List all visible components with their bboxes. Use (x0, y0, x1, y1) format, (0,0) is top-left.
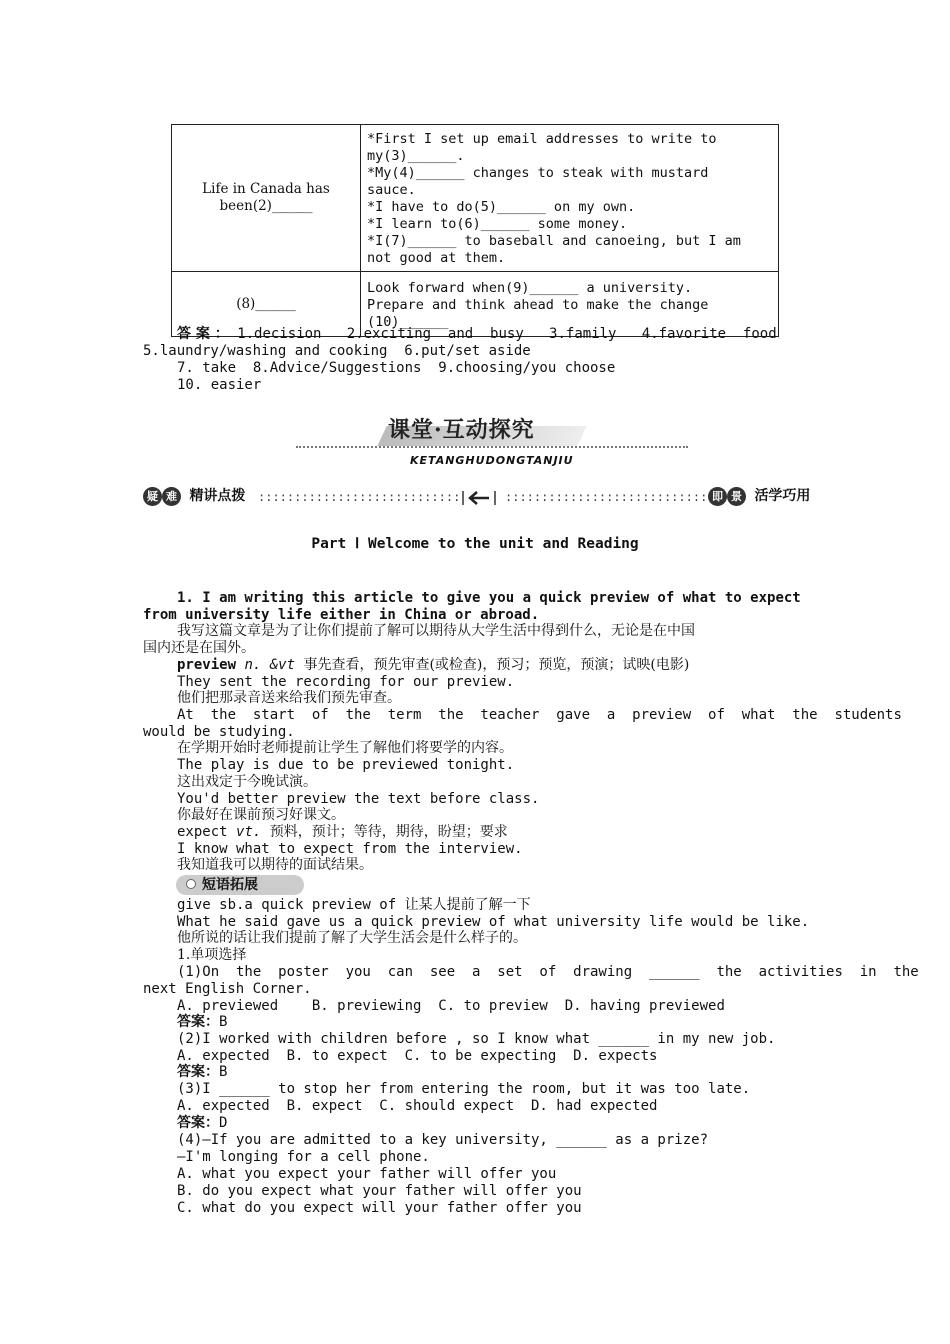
exercise-header: 1.单项选择 (177, 947, 247, 963)
example-5: I know what to expect from the interview. (177, 841, 523, 857)
summary-table (171, 124, 779, 337)
question-1-answer (177, 1014, 841, 1031)
answers-line-4: 10. easier (177, 377, 262, 393)
nav-dots-right: :::::::::::::::::::::::::::: (505, 490, 708, 504)
preview-pos: n. &vt (244, 657, 296, 673)
example-5-translation: 我知道我可以期待的面试结果。 (177, 857, 373, 873)
question-4-option-b: B. do you expect what your father will offer you (177, 1183, 582, 1199)
example-6-translation: 他所说的话让我们提前了解了大学生活会是什么样子的。 (177, 930, 527, 946)
expect-word: expect (177, 824, 228, 840)
question-2: (2)I worked with children before , so I know what ______ in my new job. (177, 1031, 776, 1047)
table-line: *I learn to(6)______ some money. (367, 216, 628, 232)
answers-label: 答 案 ： (177, 326, 229, 342)
phrase-extension-label: 短语拓展 (202, 877, 258, 893)
example-2-line-1: At the start of the term the teacher gave a preview of what the students (177, 707, 902, 723)
expect-pos: vt. (236, 824, 262, 840)
example-4-translation: 你最好在课前预习好课文。 (177, 807, 345, 823)
nav-badge-jing: 景 (727, 487, 746, 506)
nav-badge-ji: 即 (708, 487, 727, 506)
table-line: sauce. (367, 182, 416, 198)
example-3-translation: 这出戏定于今晚试演。 (177, 774, 317, 790)
answer-label: 答案： (177, 1064, 219, 1080)
nav-dots-left: :::::::::::::::::::::::::::: (258, 490, 461, 504)
question-4-option-a: A. what you expect your father will offer you (177, 1166, 557, 1182)
back-arrow-icon (461, 489, 497, 507)
table-line: *I have to do(5)______ on my own. (367, 199, 636, 215)
answer-label: 答案： (177, 1115, 219, 1131)
nav-badge-yi: 疑 (143, 487, 162, 506)
example-2-line-2: would be studying. (143, 724, 295, 740)
nav-badge-nan: 难 (162, 487, 181, 506)
banner-subtitle: KETANGHUDONGTANJIU (410, 454, 574, 467)
translation-1-line-2: 国内还是在国外。 (143, 640, 255, 656)
table-line: *I(7)______ to baseball and canoeing, but I am (367, 233, 741, 249)
nav-left-label: 精讲点拨 (189, 488, 246, 504)
preview-word: preview (177, 657, 237, 673)
example-2-translation: 在学期开始时老师提前让学生了解他们将要学的内容。 (177, 740, 513, 756)
section-banner (296, 417, 688, 470)
table-line: not good at them. (367, 250, 506, 266)
answer-value: D (219, 1115, 228, 1131)
table-line: Look forward when(9)______ a university. (367, 279, 693, 296)
question-4-option-c: C. what do you expect will your father offer you (177, 1200, 582, 1216)
preview-entry (177, 657, 841, 674)
question-4-reply: —I'm longing for a cell phone. (177, 1149, 430, 1165)
example-3: The play is due to be previewed tonight. (177, 757, 515, 773)
answer-value: B (219, 1064, 228, 1080)
table-line: *First I set up email addresses to write to (367, 131, 717, 147)
part-title: Part Ⅰ Welcome to the unit and Reading (311, 536, 639, 552)
phrase-entry: give sb.a quick preview of 让某人提前了解一下 (177, 897, 531, 913)
answers-line-1 (177, 326, 841, 343)
table-cell-blank-8: (8)______ (172, 272, 361, 337)
bullet-icon (186, 879, 196, 889)
question-3-answer (177, 1115, 841, 1132)
sentence-1-line-2: from university life either in China or abroad. (143, 607, 540, 623)
table-row (172, 125, 779, 272)
expect-entry (177, 824, 841, 841)
table-line: Prepare and think ahead to make the change (367, 296, 709, 313)
sentence-1-line-1: 1. I am writing this article to give you a quick preview of what to expect (177, 590, 801, 606)
table-line: my(3)______. (367, 148, 465, 164)
banner-divider (296, 446, 688, 448)
question-1-line-1: (1)On the poster you can see a set of drawing ______ the activities in the (177, 964, 919, 980)
example-1-translation: 他们把那录音送来给我们预先审查。 (177, 690, 401, 706)
example-1: They sent the recording for our preview. (177, 674, 515, 690)
answer-label: 答案： (177, 1014, 219, 1030)
banner-title: 课堂·互动探究 (388, 417, 535, 443)
answer-value: B (219, 1014, 228, 1030)
example-4: You'd better preview the text before class. (177, 791, 540, 807)
expect-definition: 预料，预计；等待，期待，盼望；要求 (269, 824, 508, 840)
nav-left-group (143, 487, 245, 506)
section-nav-bar (143, 487, 813, 511)
question-2-options: A. expected B. to expect C. to be expecting D. expects (177, 1048, 658, 1064)
table-line: *My(4)______ changes to steak with mustard (367, 165, 709, 181)
example-6: What he said gave us a quick preview of what university life would be like. (177, 914, 810, 930)
question-3: (3)I ______ to stop her from entering the room, but it was too late. (177, 1081, 751, 1097)
nav-right-label: 活学巧用 (754, 488, 811, 504)
answers-text: 1.decision 2.exciting and busy 3.family 4.favorite food (237, 326, 777, 342)
question-1-line-2: next English Corner. (143, 981, 312, 997)
question-4: (4)—If you are admitted to a key university, ______ as a prize? (177, 1132, 709, 1148)
preview-definition: 事先查看，预先审查(或检查)，预习；预览，预演；试映(电影) (303, 657, 690, 673)
answers-line-2: 5.laundry/washing and cooking 6.put/set aside (143, 343, 531, 359)
question-2-answer (177, 1064, 841, 1081)
translation-1-line-1: 我写这篇文章是为了让你们提前了解可以期待从大学生活中得到什么，无论是在中国 (177, 623, 695, 639)
question-3-options: A. expected B. expect C. should expect D. had expected (177, 1098, 658, 1114)
nav-right-group (708, 487, 810, 506)
question-1-options: A. previewed B. previewing C. to preview D. having previewed (177, 998, 725, 1014)
answers-line-3: 7. take 8.Advice/Suggestions 9.choosing/you choose (177, 360, 616, 376)
table-cell-life-in-canada: Life in Canada has been(2)______ (172, 125, 361, 272)
phrase-extension-tag (176, 875, 304, 895)
table-line: (10)______ (367, 313, 449, 330)
table-cell-life-details (361, 125, 779, 272)
